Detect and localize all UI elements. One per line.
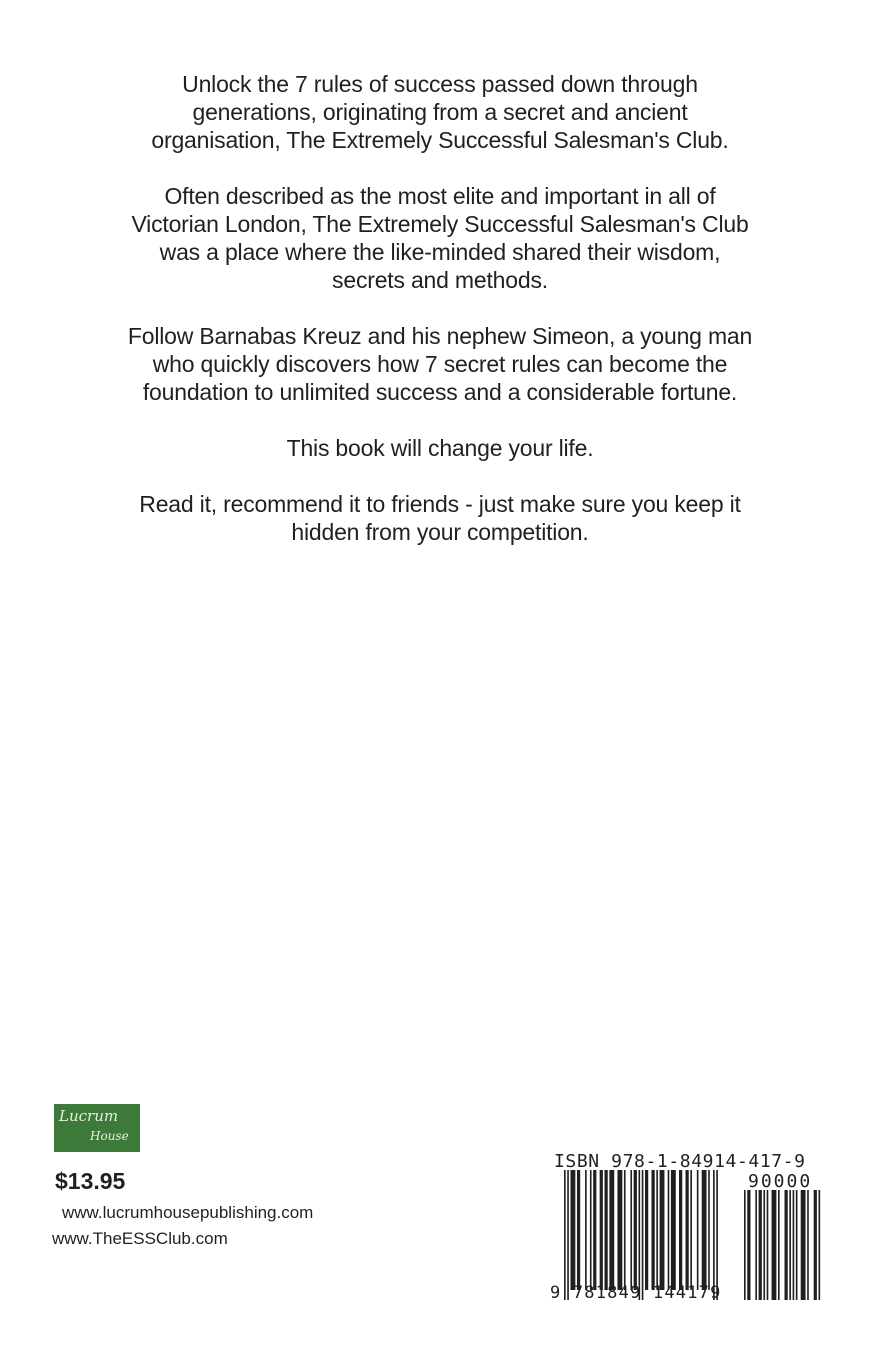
barcode-bar — [763, 1190, 765, 1300]
blurb-line: hidden from your competition. — [291, 519, 589, 545]
barcode-bar — [759, 1190, 762, 1300]
barcode-bar — [807, 1190, 809, 1300]
barcode-bar — [716, 1170, 718, 1300]
barcode-bar — [702, 1170, 707, 1290]
barcode-bar — [567, 1170, 569, 1300]
barcode-bar — [747, 1190, 750, 1300]
ean-barcode-bars — [564, 1170, 718, 1300]
barcode-bar — [624, 1170, 626, 1290]
barcode-bar — [744, 1190, 746, 1300]
barcode-bar — [570, 1170, 575, 1290]
blurb-line: Follow Barnabas Kreuz and his nephew Simeon, a young man — [127, 323, 753, 349]
addon-barcode-bars — [744, 1190, 820, 1300]
blurb-line: Unlock the 7 rules of success passed down through — [182, 71, 698, 97]
blurb-line: Often described as the most elite and important in all of — [164, 183, 716, 209]
price-label: $13.95 — [55, 1168, 126, 1194]
back-cover-blurb — [80, 70, 800, 574]
barcode-bar — [564, 1170, 566, 1300]
barcode-bar — [645, 1170, 648, 1290]
barcode-bar — [605, 1170, 608, 1290]
barcode-bar — [801, 1190, 806, 1300]
barcode-bar — [793, 1190, 795, 1300]
blurb-line: organisation, The Extremely Successful Salesman's Club. — [151, 127, 729, 153]
barcode-bar — [785, 1190, 788, 1300]
blurb-line: who quickly discovers how 7 secret rules can become the — [152, 351, 728, 377]
club-website-link[interactable]: www.TheESSClub.com — [52, 1229, 228, 1248]
barcode-bar — [679, 1170, 682, 1290]
blurb-paragraph-3 — [80, 322, 800, 406]
barcode-bar — [767, 1190, 769, 1300]
barcode-bar — [600, 1170, 603, 1290]
ean-digits: 9 781849 144179 — [550, 1283, 722, 1303]
barcode-bar — [585, 1170, 587, 1290]
barcode-bar — [671, 1170, 676, 1290]
barcode-bar — [668, 1170, 670, 1290]
lucrum-house-logo — [54, 1104, 140, 1152]
barcode-bar — [686, 1170, 689, 1290]
barcode-bar — [590, 1170, 592, 1290]
barcode-bar — [697, 1170, 699, 1290]
barcode-bar — [713, 1170, 715, 1300]
blurb-paragraph-4 — [80, 434, 800, 462]
barcode-bar — [617, 1170, 622, 1290]
blurb-paragraph-5 — [80, 490, 800, 546]
barcode-bar — [634, 1170, 637, 1290]
barcode-bar — [755, 1190, 757, 1300]
barcode-bar — [651, 1170, 654, 1290]
barcode-bar — [656, 1170, 658, 1290]
barcode-bar — [789, 1190, 791, 1300]
barcode-bar — [819, 1190, 821, 1300]
blurb-paragraph-2 — [80, 182, 800, 294]
barcode-bar — [796, 1190, 798, 1300]
barcode-bar — [593, 1170, 596, 1290]
blurb-line: was a place where the like-minded shared their wisdom, — [159, 239, 721, 265]
blurb-line: foundation to unlimited success and a considerable fortune. — [142, 379, 738, 405]
blurb-line: generations, originating from a secret and ancient — [192, 99, 688, 125]
barcode-bar — [642, 1170, 644, 1300]
publisher-website-link[interactable]: www.lucrumhousepublishing.com — [62, 1203, 314, 1222]
barcode-bar — [772, 1190, 777, 1300]
addon-code: 90000 — [748, 1171, 813, 1192]
barcode-bar — [690, 1170, 692, 1290]
barcode-bar — [609, 1170, 614, 1290]
logo-word-house: House — [90, 1129, 129, 1143]
barcode-bar — [630, 1170, 632, 1290]
barcode-bar — [577, 1170, 580, 1290]
blurb-line: Victorian London, The Extremely Successful Salesman's Club — [131, 211, 749, 237]
logo-word-lucrum: Lucrum — [59, 1107, 119, 1125]
blurb-paragraph-1 — [80, 70, 800, 154]
barcode-bar — [639, 1170, 641, 1300]
blurb-line: Read it, recommend it to friends - just make sure you keep it — [139, 491, 741, 517]
barcode-bar — [778, 1190, 780, 1300]
blurb-line: secrets and methods. — [332, 267, 548, 293]
isbn-label: ISBN 978-1-84914-417-9 — [554, 1151, 806, 1172]
blurb-line: This book will change your life. — [286, 435, 594, 461]
barcode-bar — [660, 1170, 665, 1290]
barcode-bar — [708, 1170, 710, 1290]
barcode-bar — [814, 1190, 817, 1300]
